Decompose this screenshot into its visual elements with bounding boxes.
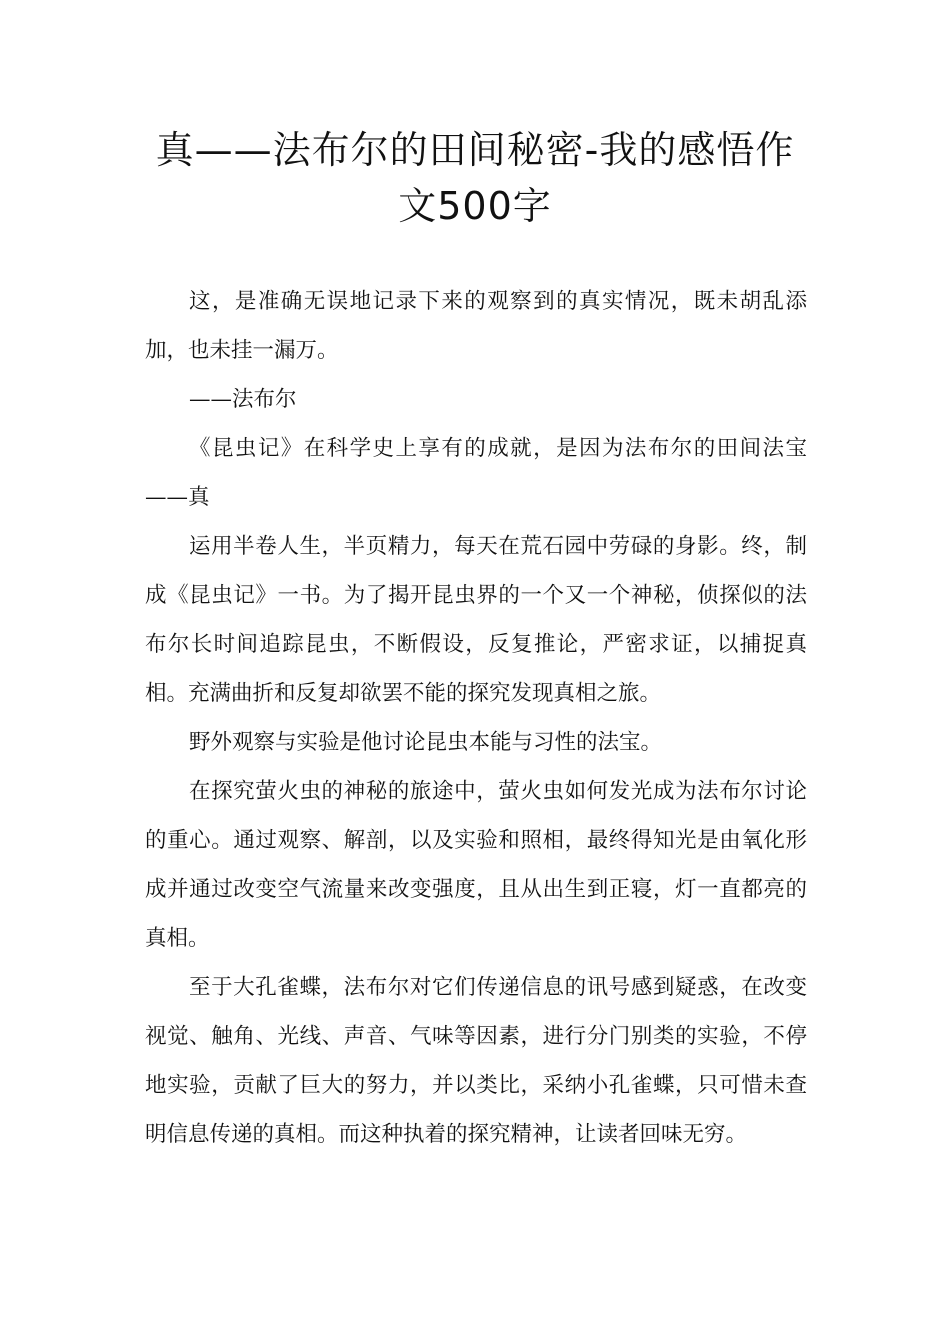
paragraph-7: 至于大孔雀蝶，法布尔对它们传递信息的讯号感到疑惑，在改变视觉、触角、光线、声音、气味等因素，进行分门别类的实验，不停地实验，贡献了巨大的努力，并以类比，采纳小孔雀蝶，只可惜未查明信息传递的真相。而这种执着的探究精神，让读者回味无穷。 <box>145 975 807 1147</box>
document-title <box>0 122 950 234</box>
paragraph-5: 野外观察与实验是他讨论昆虫本能与习性的法宝。 <box>189 730 663 755</box>
paragraph-1: 这，是准确无误地记录下来的观察到的真实情况，既未胡乱添加，也未挂一漏万。 <box>145 289 807 363</box>
paragraph-3: 《昆虫记》在科学史上享有的成就，是因为法布尔的田间法宝——真 <box>145 436 807 510</box>
document-body <box>145 277 807 1159</box>
title-line-2: 文500字 <box>398 184 552 228</box>
title-line-1: 真——法布尔的田间秘密-我的感悟作 <box>155 128 795 172</box>
paragraph-6: 在探究萤火虫的神秘的旅途中，萤火虫如何发光成为法布尔讨论的重心。通过观察、解剖，以及实验和照相，最终得知光是由氧化形成并通过改变空气流量来改变强度，且从出生到正寝，灯一直都亮的真相。 <box>145 779 807 951</box>
paragraph-2-attribution: ——法布尔 <box>189 387 297 412</box>
paragraph-4: 运用半卷人生，半页精力，每天在荒石园中劳碌的身影。终，制成《昆虫记》一书。为了揭开昆虫界的一个又一个神秘，侦探似的法布尔长时间追踪昆虫，不断假设，反复推论，严密求证，以捕捉真相。充满曲折和反复却欲罢不能的探究发现真相之旅。 <box>145 534 807 706</box>
